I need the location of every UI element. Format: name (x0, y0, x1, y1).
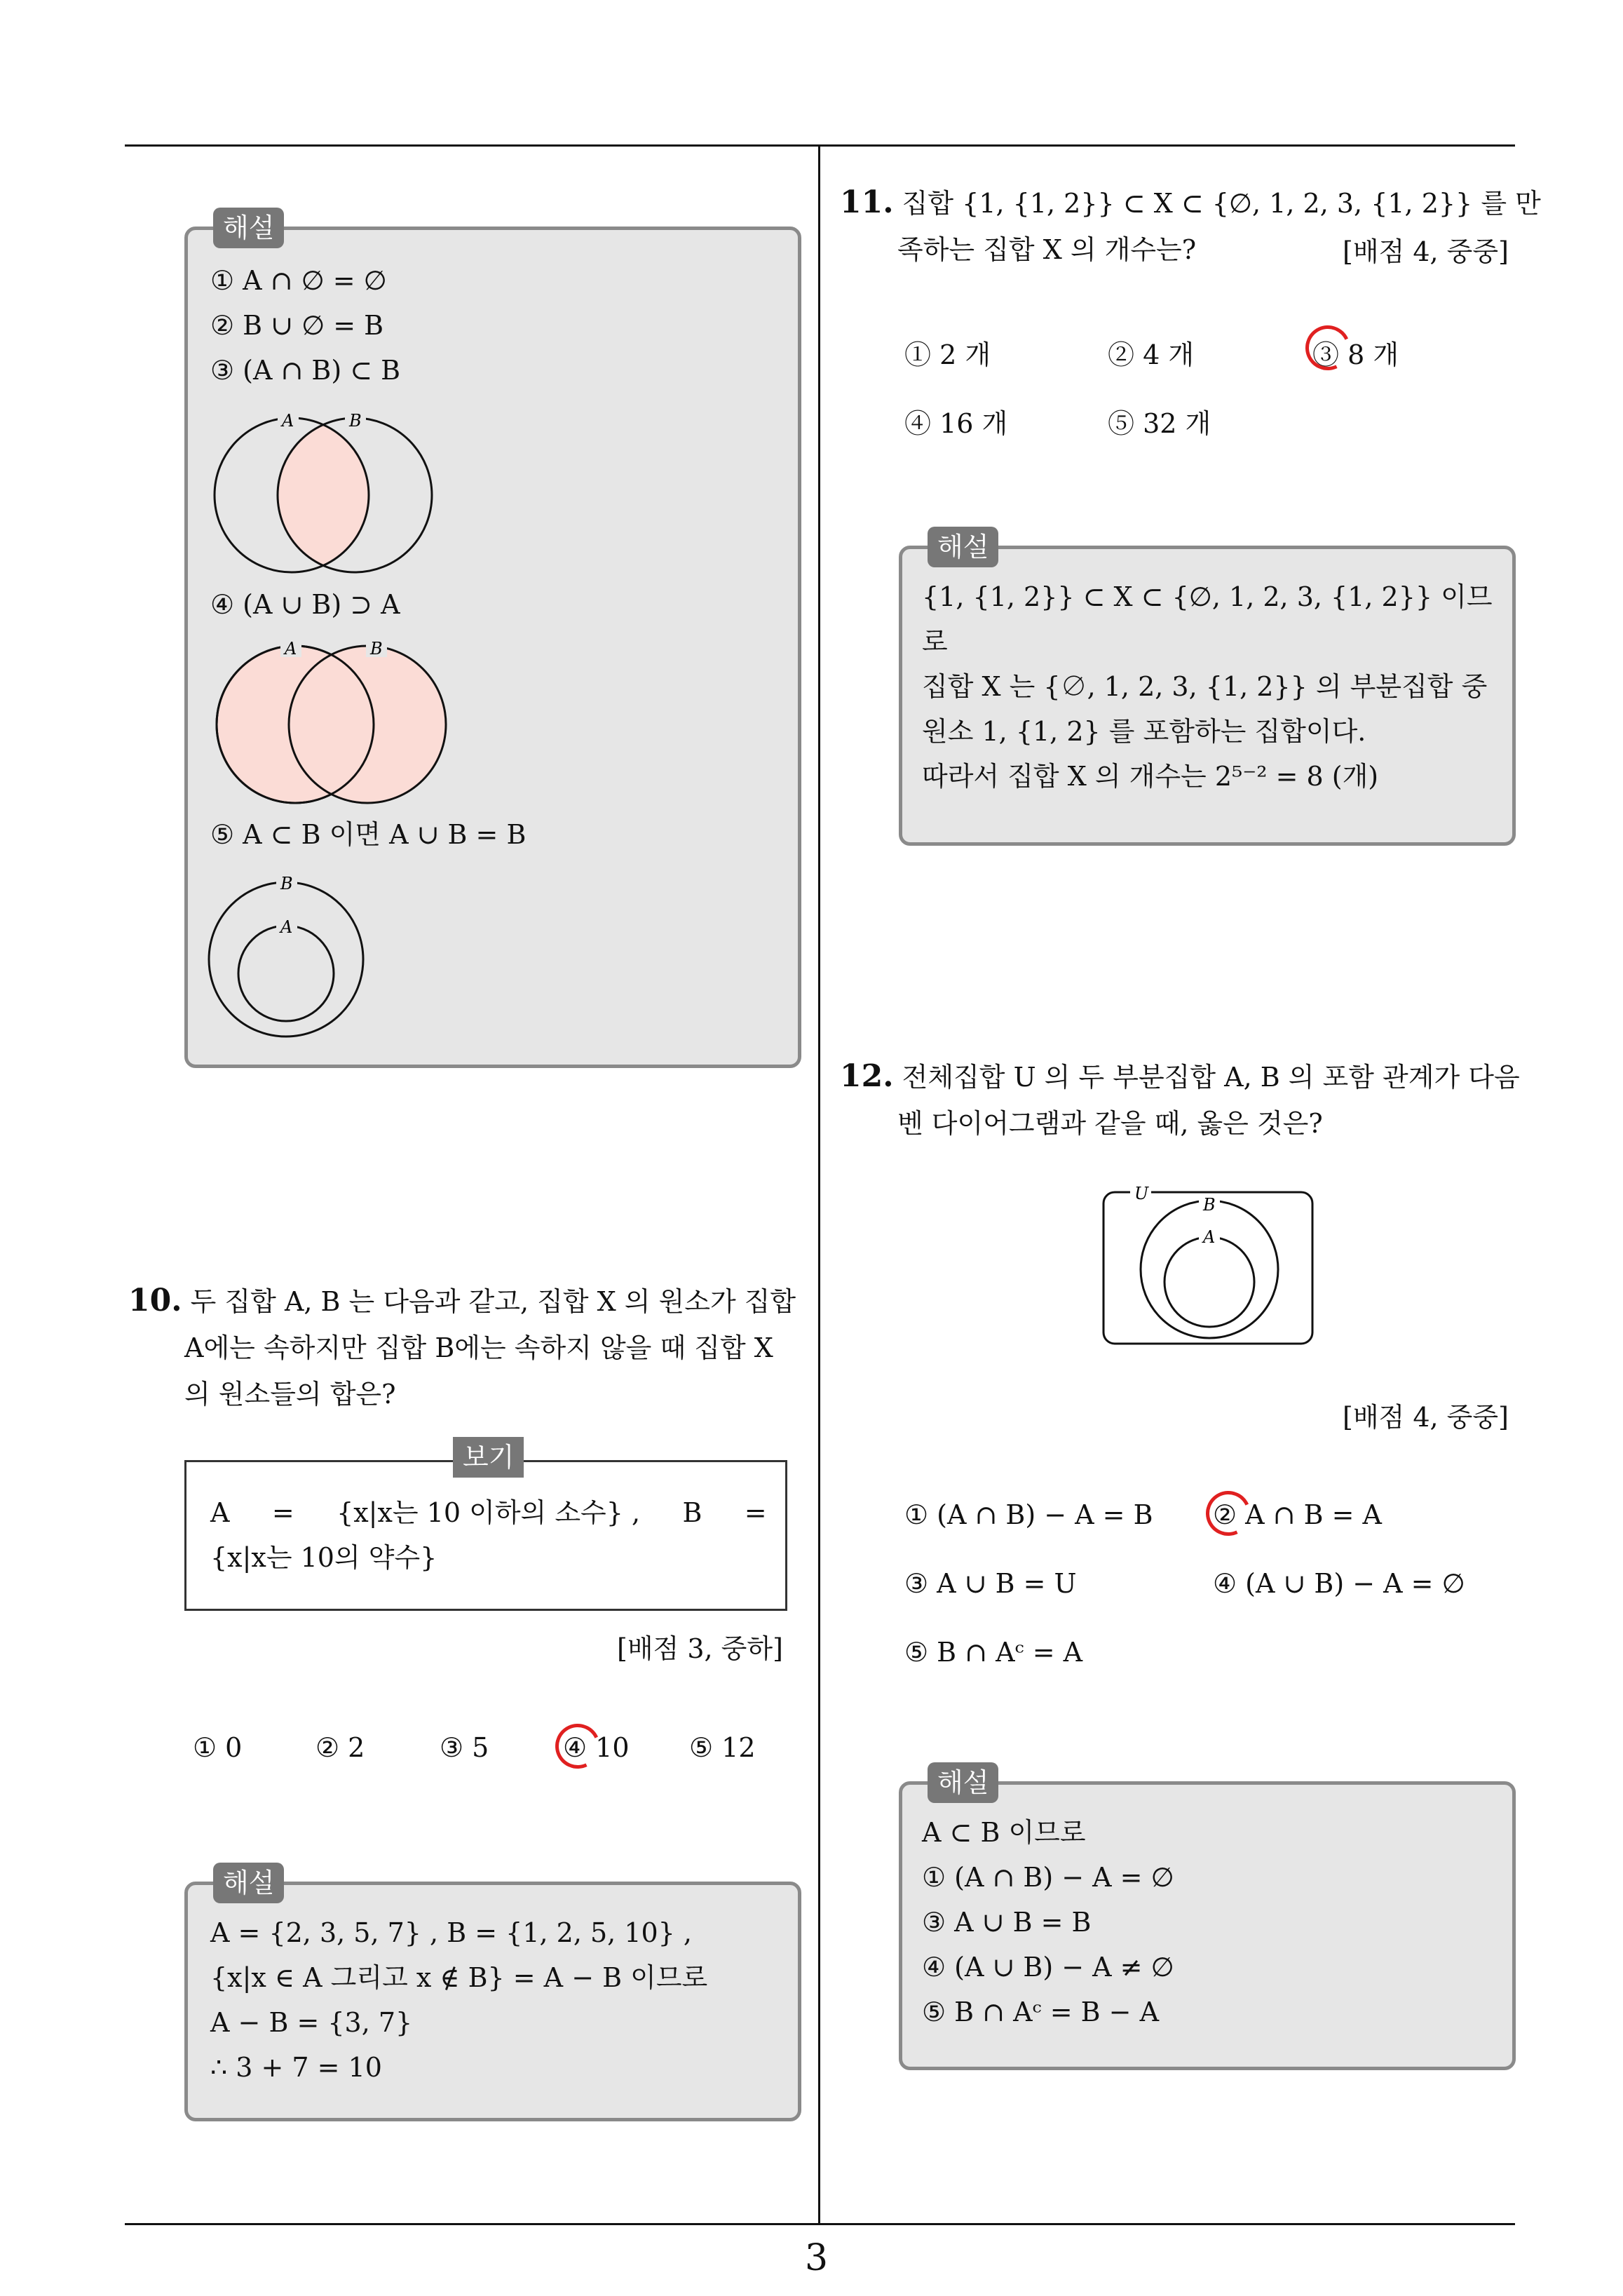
bogi-line-1: A = {x|x는 10 이하의 소수} , B = (210, 1497, 767, 1528)
question-number: 10. (128, 1283, 182, 1318)
venn2-label-b: B (370, 639, 383, 659)
q11-choice-1[interactable]: ① 2 개 (904, 339, 991, 370)
venn4-label-u: U (1134, 1184, 1149, 1203)
bottom-rule (125, 2223, 1515, 2225)
column-divider (818, 144, 820, 2224)
q10-answer-mark (549, 1717, 606, 1775)
q10-choice-4[interactable]: ④ 10 (563, 1732, 630, 1763)
bogi-line-2: {x|x는 10의 약수} (210, 1542, 437, 1573)
q12-choice-5[interactable]: ⑤ B ∩ Aᶜ = A (904, 1637, 1083, 1668)
q12-choice-1[interactable]: ① (A ∩ B) − A = B (904, 1499, 1153, 1530)
venn-universal-diagram (1101, 1178, 1318, 1346)
q12-sol-line-1: A ⊂ B 이므로 (922, 1817, 1086, 1848)
sol9-line-2: ② B ∪ ∅ = B (210, 310, 384, 341)
sol9-line-4: ④ (A ∪ B) ⊃ A (210, 589, 400, 620)
q10-sol-line-2: {x|x ∈ A 그리고 x ∉ B} = A − B 이므로 (210, 1962, 708, 1993)
q10-sol-line-1: A = {2, 3, 5, 7} , B = {1, 2, 5, 10} , (210, 1917, 693, 1948)
question-12 (840, 1053, 1527, 1147)
q10-choice-5[interactable]: ⑤ 12 (689, 1732, 756, 1763)
venn-intersection-diagram (208, 404, 474, 579)
solution-tag: 해설 (928, 1762, 998, 1803)
q12-sol-line-5: ⑤ B ∩ Aᶜ = B − A (922, 1997, 1160, 2027)
q12-answer-mark (1200, 1485, 1257, 1542)
venn3-label-a: A (280, 917, 293, 937)
q11-sol-line-4: 원소 1, {1, 2} 를 포함하는 집합이다. (922, 716, 1366, 747)
solution-box-q11 (899, 532, 1516, 846)
q12-choice-3[interactable]: ③ A ∪ B = U (904, 1568, 1077, 1599)
bogi-tag: 보기 (453, 1437, 524, 1478)
q10-text-3: 의 원소들의 합은? (184, 1379, 396, 1410)
solution-box-q12 (899, 1767, 1516, 2070)
q10-choice-2[interactable]: ② 2 (315, 1732, 365, 1763)
solution-tag: 해설 (213, 208, 284, 248)
q10-choice-3[interactable]: ③ 5 (440, 1732, 489, 1763)
q12-sol-line-4: ④ (A ∪ B) − A ≠ ∅ (922, 1952, 1174, 1983)
q10-text-2: A에는 속하지만 집합 B에는 속하지 않을 때 집합 X (184, 1332, 773, 1363)
q11-text-2: 족하는 집합 X 의 개수는? (897, 234, 1197, 265)
venn2-label-a: A (285, 639, 297, 659)
venn-subset-diagram (208, 861, 390, 1044)
q10-text-1: 두 집합 A, B 는 다음과 같고, 집합 X 의 원소가 집합 (190, 1286, 796, 1317)
venn4-label-b: B (1203, 1195, 1216, 1215)
sol9-line-5: ⑤ A ⊂ B 이면 A ∪ B = B (210, 819, 527, 850)
q12-sol-line-2: ① (A ∩ B) − A = ∅ (922, 1862, 1174, 1893)
solution-box-q9 (184, 212, 801, 1068)
venn-union-diagram (208, 633, 502, 809)
q12-score: [배점 4, 중중] (1343, 1402, 1509, 1433)
q11-sol-line-5: 따라서 집합 X 의 개수는 2⁵⁻² = 8 (개) (922, 761, 1379, 792)
question-10 (128, 1278, 815, 1417)
q11-choice-2[interactable]: ② 4 개 (1108, 339, 1195, 370)
venn4-label-a: A (1203, 1227, 1216, 1247)
q12-text-2: 벤 다이어그램과 같을 때, 옳은 것은? (897, 1108, 1323, 1139)
q10-sol-line-4: ∴ 3 + 7 = 10 (210, 2052, 382, 2083)
q12-choice-2[interactable]: ② A ∩ B = A (1213, 1499, 1382, 1530)
question-number: 12. (840, 1058, 894, 1094)
q11-choice-3[interactable]: ③ 8 개 (1312, 339, 1399, 370)
q10-score: [배점 3, 중하] (617, 1633, 783, 1664)
question-number: 11. (840, 184, 894, 220)
q11-choice-4[interactable]: ④ 16 개 (904, 408, 1008, 439)
q11-sol-line-2: 로 (922, 626, 948, 657)
sol9-line-1: ① A ∩ ∅ = ∅ (210, 265, 387, 296)
q11-sol-line-1: {1, {1, 2}} ⊂ X ⊂ {∅, 1, 2, 3, {1, 2}} 이므 (922, 581, 1493, 612)
venn1-label-a: A (282, 411, 294, 431)
q12-choice-4[interactable]: ④ (A ∪ B) − A = ∅ (1213, 1568, 1465, 1599)
q12-text-1: 전체집합 U 의 두 부분집합 A, B 의 포함 관계가 다음 (902, 1062, 1520, 1093)
venn1-label-b: B (349, 411, 362, 431)
q10-sol-line-3: A − B = {3, 7} (210, 2007, 413, 2038)
solution-tag: 해설 (928, 527, 998, 567)
sol9-line-3: ③ (A ∩ B) ⊂ B (210, 355, 401, 386)
solution-box-q10 (184, 1868, 801, 2121)
q10-choice-1[interactable]: ① 0 (193, 1732, 243, 1763)
venn3-label-b: B (280, 874, 293, 893)
q11-score: [배점 4, 중중] (1343, 236, 1509, 267)
bogi-box (184, 1442, 787, 1611)
q11-sol-line-3: 집합 X 는 {∅, 1, 2, 3, {1, 2}} 의 부분집합 중 (922, 671, 1488, 702)
q11-text-1: 집합 {1, {1, 2}} ⊂ X ⊂ {∅, 1, 2, 3, {1, 2}} 를 만 (902, 188, 1541, 219)
solution-tag: 해설 (213, 1863, 284, 1903)
page-number: 3 (805, 2237, 829, 2279)
q11-choice-5[interactable]: ⑤ 32 개 (1108, 408, 1211, 439)
q12-sol-line-3: ③ A ∪ B = B (922, 1907, 1092, 1938)
